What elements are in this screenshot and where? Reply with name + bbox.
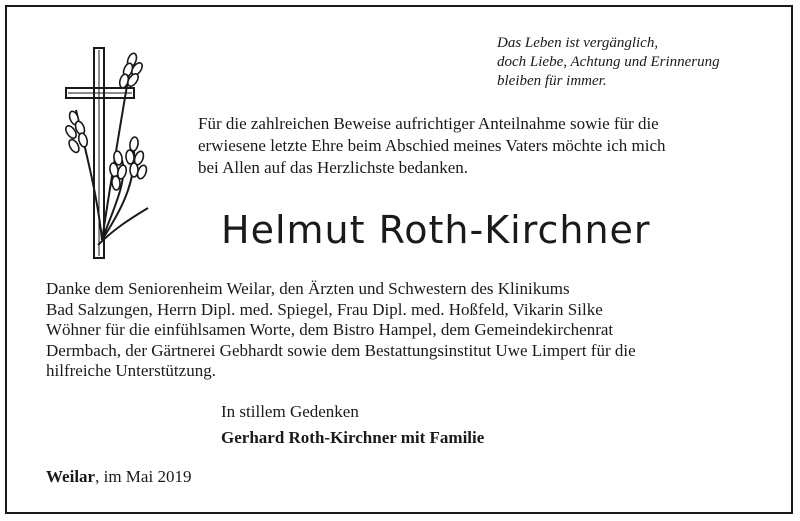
thanks-line: Dermbach, der Gärtnerei Gebhardt sowie dem Bestattungsinstitut Uwe Limpert für die — [46, 340, 636, 360]
closing-line: In stillem Gedenken — [221, 402, 359, 421]
gratitude-intro — [198, 113, 666, 179]
intro-line: Für die zahlreichen Beweise aufrichtiger Anteilnahme sowie für die — [198, 114, 659, 133]
intro-line: erwiesene letzte Ehre beim Abschied meines Vaters möchte ich mich — [198, 136, 666, 155]
place-date — [46, 466, 191, 488]
verse-line: doch Liebe, Achtung und Erinnerung — [497, 54, 720, 70]
closing-block — [221, 399, 484, 451]
thanks-line: Bad Salzungen, Herrn Dipl. med. Spiegel, Frau Dipl. med. Hoßfeld, Vikarin Silke — [46, 299, 603, 319]
family-signature: Gerhard Roth-Kirchner mit Familie — [221, 428, 485, 447]
deceased-name: Helmut Roth-Kirchner — [221, 208, 651, 252]
verse-line: bleiben für immer. — [497, 73, 607, 89]
intro-line: bei Allen auf das Herzlichste bedanken. — [198, 158, 469, 177]
memorial-verse — [497, 34, 720, 91]
thanks-line: hilfreiche Unterstützung. — [46, 361, 216, 380]
thanks-paragraph — [46, 279, 636, 382]
thanks-line: Danke dem Seniorenheim Weilar, den Ärzten und Schwestern des Klinikums — [46, 279, 570, 298]
place-date-text: , im Mai 2019 — [95, 467, 192, 486]
cross-with-wheat-icon — [58, 40, 168, 262]
thanks-line: Wöhner für die einfühlsamen Worte, dem Bistro Hampel, dem Gemeindekirchenrat — [46, 320, 614, 339]
place-town: Weilar — [46, 467, 96, 486]
verse-line: Das Leben ist vergänglich, — [497, 35, 659, 51]
